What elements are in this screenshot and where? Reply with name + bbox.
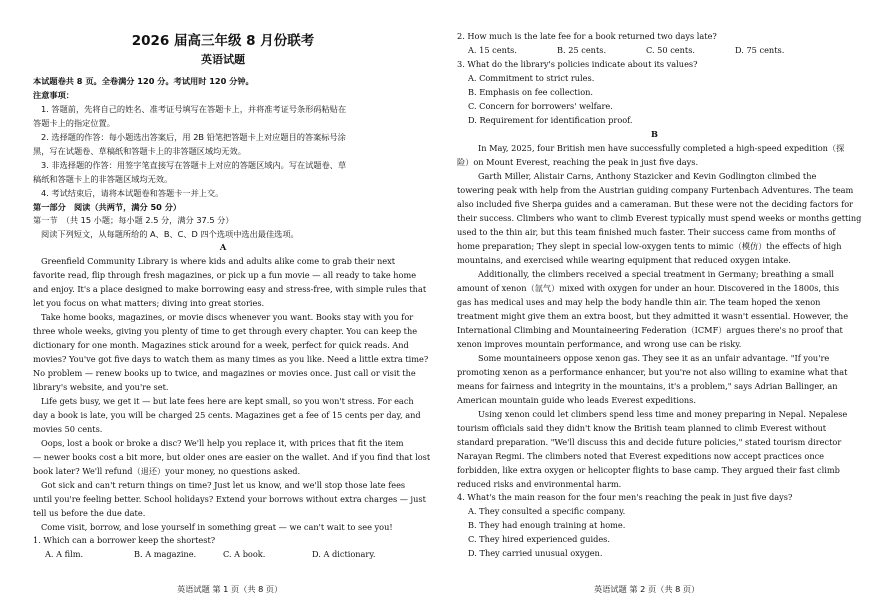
passage-line: book later? We'll refund（退还）your money, no questions asked. [33,466,301,476]
notice-line: 2. 选择题的作答：每小题选出答案后，用 2B 铅笔把答题卡上对应题目的答案标号涂 [41,132,346,142]
passage-line: Oops, lost a book or broke a disc? We'll help you replace it, with prices that fit the item [41,438,404,448]
notice-line: 稿纸和答题卡上的非答题区域均无效。 [33,174,173,184]
exam-subject: 英语试题 [201,53,245,66]
passage-line: Greenfield Community Library is where kids and adults alike come to grab their next [41,256,395,266]
part-heading: 第一部分 阅读（共两节，满分 50 分） [33,202,182,212]
option-c[interactable]: C. They hired experienced guides. [468,534,610,544]
passage-line: amount of xenon（氙气）mixed with oxygen for under an hour. Discovered in the 1800s, this [457,283,840,293]
passage-line: dictionary for one month. Magazines stick around for a week, perfect for quick reads. And [33,340,409,350]
passage-line: Using xenon could let climbers spend less time and money preparing in Nepal. Nepalese [478,409,848,419]
option-c[interactable]: C. A book. [223,549,266,559]
passage-line: movies? You've got five days to watch them as many times as you like. Need a little extra time? [33,354,429,364]
notice-line: 4. 考试结束后，请将本试题卷和答题卡一并上交。 [41,188,224,198]
passage-line: also included five Sherpa guides and a cameraman. But these were not the deciding factors for [457,199,854,209]
passage-line: means for fairness and integrity in the mountains, it's a problem," says Adrian Ballinger, an [457,381,838,391]
option-b[interactable]: B. A magazine. [134,549,197,559]
passage-label: A [219,242,227,252]
option-a[interactable]: A. Commitment to strict rules. [468,73,595,83]
option-b[interactable]: B. They had enough training at home. [468,520,626,530]
section-heading: 第一节 （共 15 小题；每小题 2.5 分，满分 37.5 分） [33,215,234,225]
passage-line: towering peak with help from the Austrian guiding company Furtenbach Adventures. The team [457,185,854,195]
passage-line: Got sick and can't return things on time? Just let us know, and we'll stop those late fees [41,480,406,490]
passage-label: B [651,129,658,139]
notice-line: 答题卡上的指定位置。 [33,118,115,128]
option-a[interactable]: A. They consulted a specific company. [468,506,626,516]
passage-line: and enjoy. It's a place designed to make borrowing easy and stress-free, with simple rules that [33,284,427,294]
passage-line: standard preparation. "We'll discuss this and decide future policies," stated tourism director [457,437,842,447]
passage-line: mountains, and exercised while wearing equipment that reduced oxygen intake. [457,255,791,265]
option-d[interactable]: D. 75 cents. [735,45,785,55]
passage-line: tell us before the due date. [33,508,146,518]
passage-line: treatment might give them an extra boost, but they admitted it wasn't essential. However, the [457,311,849,321]
passage-line: Some mountaineers oppose xenon gas. They see it as an unfair advantage. "If you're [478,353,830,363]
option-b[interactable]: B. Emphasis on fee collection. [468,87,594,97]
question-4-stem: 4. What's the main reason for the four men's reaching the peak in just five days? [457,492,793,502]
option-a[interactable]: A. 15 cents. [468,45,517,55]
option-d[interactable]: D. A dictionary. [312,549,376,559]
passage-line: reduced risks and environmental harm. [457,479,622,489]
passage-line: No problem — renew books up to twice, and magazines or movies once. Just call or visit the [33,368,416,378]
passage-line: let you focus on what matters; diving into great stories. [33,298,265,308]
passage-line: Garth Miller, Alistair Carns, Anthony Stazicker and Kevin Godlington climbed the [478,171,817,181]
passage-line: their success. Climbers who want to climb Everest typically must spend weeks or months getting [457,213,862,223]
passage-line: favorite read, flip through fresh magazines, or pick up a fun movie — all ready to take home [33,270,417,280]
option-c[interactable]: C. Concern for borrowers' welfare. [468,101,613,111]
question-1-stem: 1. Which can a borrower keep the shortest? [33,535,216,545]
option-b[interactable]: B. 25 cents. [557,45,607,55]
passage-line: library's website, and you're set. [33,382,169,392]
exam-title: 2026 届高三年级 8 月份联考 [131,33,315,49]
option-c[interactable]: C. 50 cents. [646,45,695,55]
passage-line: day a book is late, you will be charged 25 cents. Magazines get a fee of 15 cents per day, and [33,410,421,420]
passage-line: 险）on Mount Everest, reaching the peak in just five days. [457,157,699,167]
passage-line: Additionally, the climbers received a special treatment in Germany; breathing a small [478,269,835,279]
option-d[interactable]: D. Requirement for identification proof. [468,115,633,125]
option-d[interactable]: D. They carried unusual oxygen. [468,548,603,558]
question-2-stem: 2. How much is the late fee for a book returned two days late? [457,31,717,41]
page-footer-left: 英语试题 第 1 页（共 8 页） [177,584,283,594]
passage-line: xenon improves mountain performance, and wrong use can be risky. [457,339,742,349]
passage-line: until you're feeling better. School holidays? Extend your borrows without extra charges — just [33,494,426,504]
passage-line: International Climbing and Mountaineering Federation（ICMF）argues there's no proof that [457,325,843,335]
passage-line: In May, 2025, four British men have successfully completed a high-speed expedition（探 [478,143,845,153]
passage-line: used to the thin air, but this team finished much faster. Their success came from months of [457,227,836,237]
passage-line: tourism officials said they didn't know the British team planned to climb Everest without [457,423,827,433]
passage-line: Come visit, borrow, and lose yourself in something great — we can't wait to see you! [41,522,393,532]
notice-line: 1. 答题前，先将自己的姓名、准考证号填写在答题卡上，并将准考证号条形码粘贴在 [41,104,347,114]
passage-line: — newer books cost a bit more, but older ones are easier on the wallet. And if you find that lost [33,452,431,462]
exam-info: 本试题卷共 8 页。全卷满分 120 分。考试用时 120 分钟。 [33,76,254,86]
passage-line: forbidden, like extra oxygen or helicopter flights to base camp. They argued their fast climb [457,465,840,475]
notice-line: 黑，写在试题卷、草稿纸和答题卡上的非答题区域均无效。 [33,146,246,156]
question-1-options [45,549,412,559]
passage-line: Life gets busy, we get it — but late fees here are kept small, so you won't stress. For each [41,396,414,406]
instruction: 阅读下列短文，从每题所给的 A、B、C、D 四个选项中选出最佳选项。 [41,229,299,239]
notice-line: 3. 非选择题的作答：用签字笔直接写在答题卡上对应的答题区域内。写在试题卷、草 [41,160,347,170]
passage-line: three whole weeks, giving you plenty of time to get through every chapter. You can keep the [33,326,418,336]
notice-heading: 注意事项： [33,90,74,100]
question-2-options [468,45,815,55]
passage-line: promoting xenon as a performance enhancer, but you're not also willing to examine what that [457,367,848,377]
passage-line: gas has medical uses and may help the body handle thin air. The team hoped the xenon [457,297,821,307]
option-a[interactable]: A. A film. [45,549,84,559]
passage-line: Narayan Regmi. The climbers noted that Everest expeditions now accept practices once [457,451,825,461]
question-3-stem: 3. What do the library's policies indicate about its values? [457,59,698,69]
passage-line: home preparation; They slept in special low-oxygen tents to mimic（模仿）the effects of high [457,241,842,251]
passage-line: Take home books, magazines, or movie discs whenever you want. Books stay with you for [41,312,414,322]
page-footer-right: 英语试题 第 2 页（共 8 页） [594,584,700,594]
passage-line: movies 50 cents. [33,424,103,434]
passage-line: American mountain guide who leads Everest expeditions. [457,395,696,405]
